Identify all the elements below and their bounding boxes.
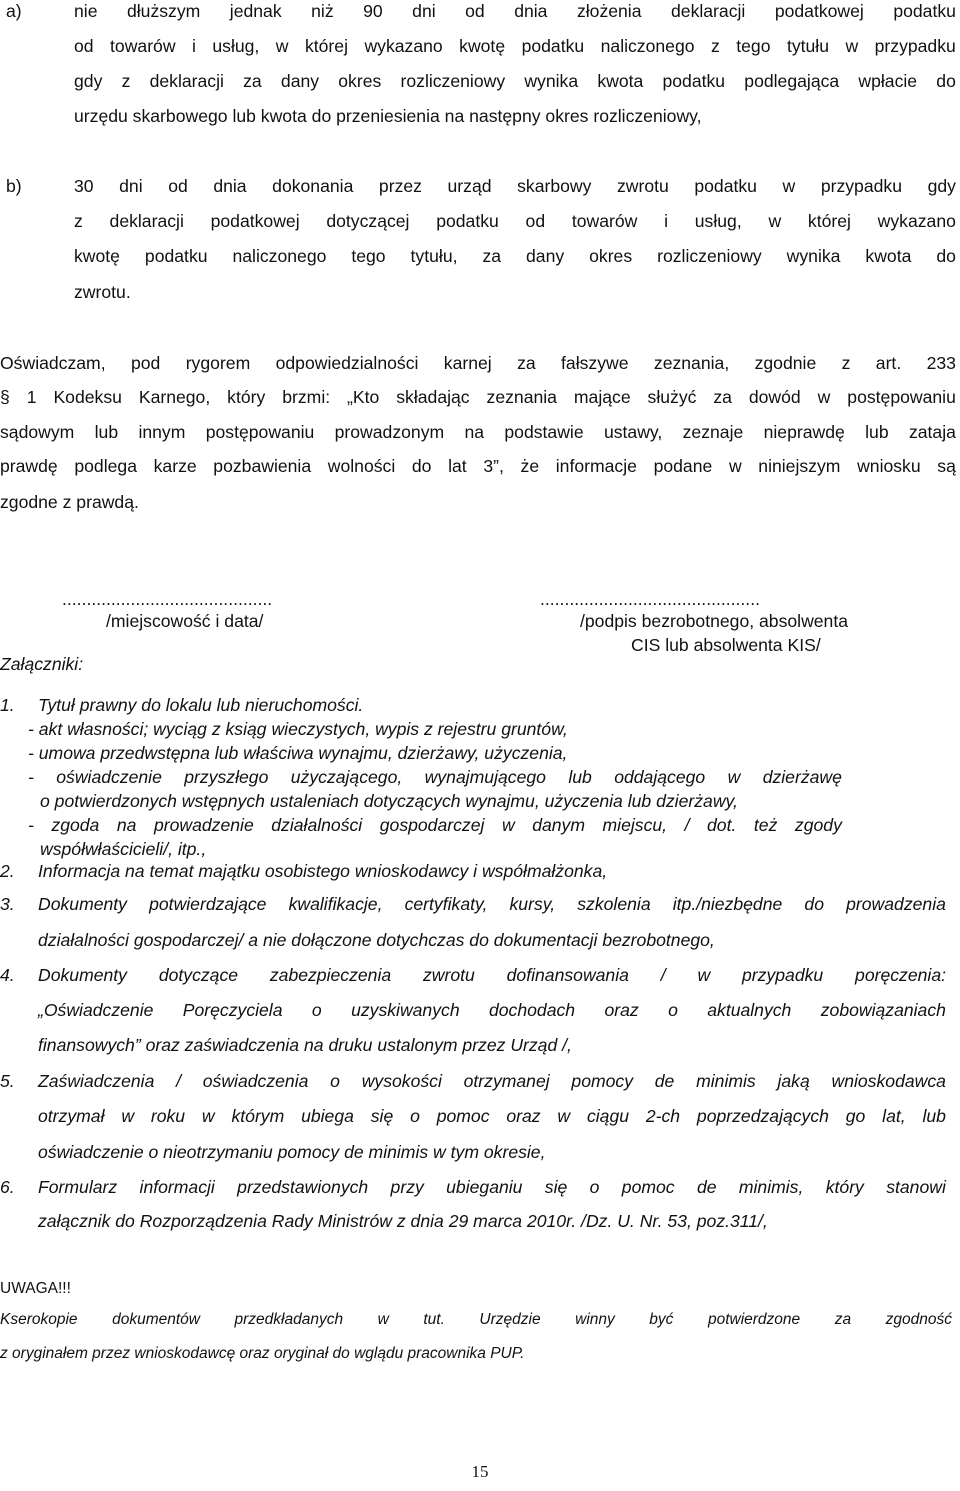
signature-dots-right: ............................................. bbox=[540, 589, 760, 609]
attachment-number: 5. bbox=[0, 1071, 15, 1091]
warning-line: z oryginałem przez wnioskodawcę oraz oryginał do wglądu pracownika PUP. bbox=[0, 1345, 525, 1362]
attachment-line: - zgoda na prowadzenie działalności gospodarczej w danym miejscu, / dot. też zgody bbox=[28, 815, 842, 835]
attachment-line: finansowych” oraz zaświadczenia na druku ustalonym przez Urząd /, bbox=[38, 1035, 572, 1055]
attachment-line: otrzymał w roku w którym ubiega się o pomoc oraz w ciągu 2-ch poprzedzających go lat, lub bbox=[38, 1106, 946, 1126]
attachment-number: 2. bbox=[0, 861, 15, 881]
declaration-line: zgodne z prawdą. bbox=[0, 492, 139, 512]
attachment-number: 3. bbox=[0, 894, 15, 914]
attachment-number: 4. bbox=[0, 965, 15, 985]
attachments-heading: Załączniki: bbox=[0, 654, 84, 674]
attachment-line: załącznik do Rozporządzenia Rady Ministrów z dnia 29 marca 2010r. /Dz. U. Nr. 53, poz.311/, bbox=[38, 1211, 768, 1231]
declaration-line: prawdę podlega karze pozbawienia wolności do lat 3”, że informacje podane w niniejszym wniosku są bbox=[0, 456, 956, 476]
item-text-line: kwotę podatku naliczonego tego tytułu, za dany okres rozliczeniowy wynika kwota do bbox=[74, 246, 956, 266]
item-text-line: urzędu skarbowego lub kwota do przeniesienia na następny okres rozliczeniowy, bbox=[74, 106, 702, 126]
attachment-line: oświadczenie o nieotrzymaniu pomocy de minimis w tym okresie, bbox=[38, 1142, 546, 1162]
item-label: b) bbox=[6, 176, 22, 196]
warning-line: Kserokopie dokumentów przedkładanych w tut. Urzędzie winny być potwierdzone za zgodność bbox=[0, 1311, 952, 1328]
item-text-line: 30 dni od dnia dokonania przez urząd skarbowy zwrotu podatku w przypadku gdy bbox=[74, 176, 956, 196]
attachment-line: Tytuł prawny do lokalu lub nieruchomości. bbox=[38, 695, 364, 715]
attachment-line: - akt własności; wyciąg z ksiąg wieczystych, wypis z rejestru gruntów, bbox=[28, 719, 568, 739]
page-number: 15 bbox=[471, 1462, 489, 1481]
attachment-line: Dokumenty dotyczące zabezpieczenia zwrotu dofinansowania / w przypadku poręczenia: bbox=[38, 965, 946, 985]
attachment-line: o potwierdzonych wstępnych ustaleniach dotyczących wynajmu, użyczenia lub dzierżawy, bbox=[40, 791, 738, 811]
declaration-line: sądowym lub innym postępowaniu prowadzonym na podstawie ustawy, zeznaje nieprawdę lub zataja bbox=[0, 422, 956, 442]
item-text-line: nie dłuższym jednak niż 90 dni od dnia złożenia deklaracji podatkowej podatku bbox=[74, 1, 956, 21]
signature-label-2: CIS lub absolwenta KIS/ bbox=[631, 635, 821, 655]
attachment-number: 6. bbox=[0, 1177, 15, 1197]
item-label: a) bbox=[6, 1, 22, 21]
warning-title: UWAGA!!! bbox=[0, 1280, 71, 1297]
attachment-line: Informacja na temat majątku osobistego wnioskodawcy i współmałżonka, bbox=[38, 861, 608, 881]
item-text-line: z deklaracji podatkowej dotyczącej podatku od towarów i usług, w której wykazano bbox=[74, 211, 956, 231]
item-text-line: gdy z deklaracji za dany okres rozliczeniowy wynika kwota podatku podlegająca wpłacie do bbox=[74, 71, 956, 91]
attachment-number: 1. bbox=[0, 695, 15, 715]
item-text-line: zwrotu. bbox=[74, 282, 131, 302]
attachment-line: - oświadczenie przyszłego użyczającego, wynajmującego lub oddającego w dzierżawę bbox=[28, 767, 842, 787]
attachment-line: Dokumenty potwierdzające kwalifikacje, certyfikaty, kursy, szkolenia itp./niezbędne do prowadzenia bbox=[38, 894, 946, 914]
attachment-line: działalności gospodarczej/ a nie dołączone dotychczas do dokumentacji bezrobotnego, bbox=[38, 930, 715, 950]
signature-dots-left: ........................................... bbox=[62, 589, 273, 609]
declaration-line: Oświadczam, pod rygorem odpowiedzialności karnej za fałszywe zeznania, zgodnie z art. 233 bbox=[0, 353, 956, 373]
declaration-line: § 1 Kodeksu Karnego, który brzmi: „Kto składając zeznania mające służyć za dowód w postępowaniu bbox=[0, 387, 956, 407]
item-text-line: od towarów i usług, w której wykazano kwotę podatku naliczonego z tego tytułu w przypadku bbox=[74, 36, 956, 56]
signature-label: /podpis bezrobotnego, absolwenta bbox=[580, 611, 849, 631]
attachment-line: „Oświadczenie Poręczyciela o uzyskiwanych dochodach oraz o aktualnych zobowiązaniach bbox=[38, 1000, 946, 1020]
attachment-line: współwłaścicieli/, itp., bbox=[40, 839, 207, 859]
attachment-line: Formularz informacji przedstawionych przy ubieganiu się o pomoc de minimis, który stanowi bbox=[38, 1177, 946, 1197]
attachment-line: - umowa przedwstępna lub właściwa wynajmu, dzierżawy, użyczenia, bbox=[28, 743, 568, 763]
place-date-label: /miejscowość i data/ bbox=[106, 611, 264, 631]
attachment-line: Zaświadczenia / oświadczenia o wysokości otrzymanej pomocy de minimis jaką wnioskodawca bbox=[38, 1071, 946, 1091]
